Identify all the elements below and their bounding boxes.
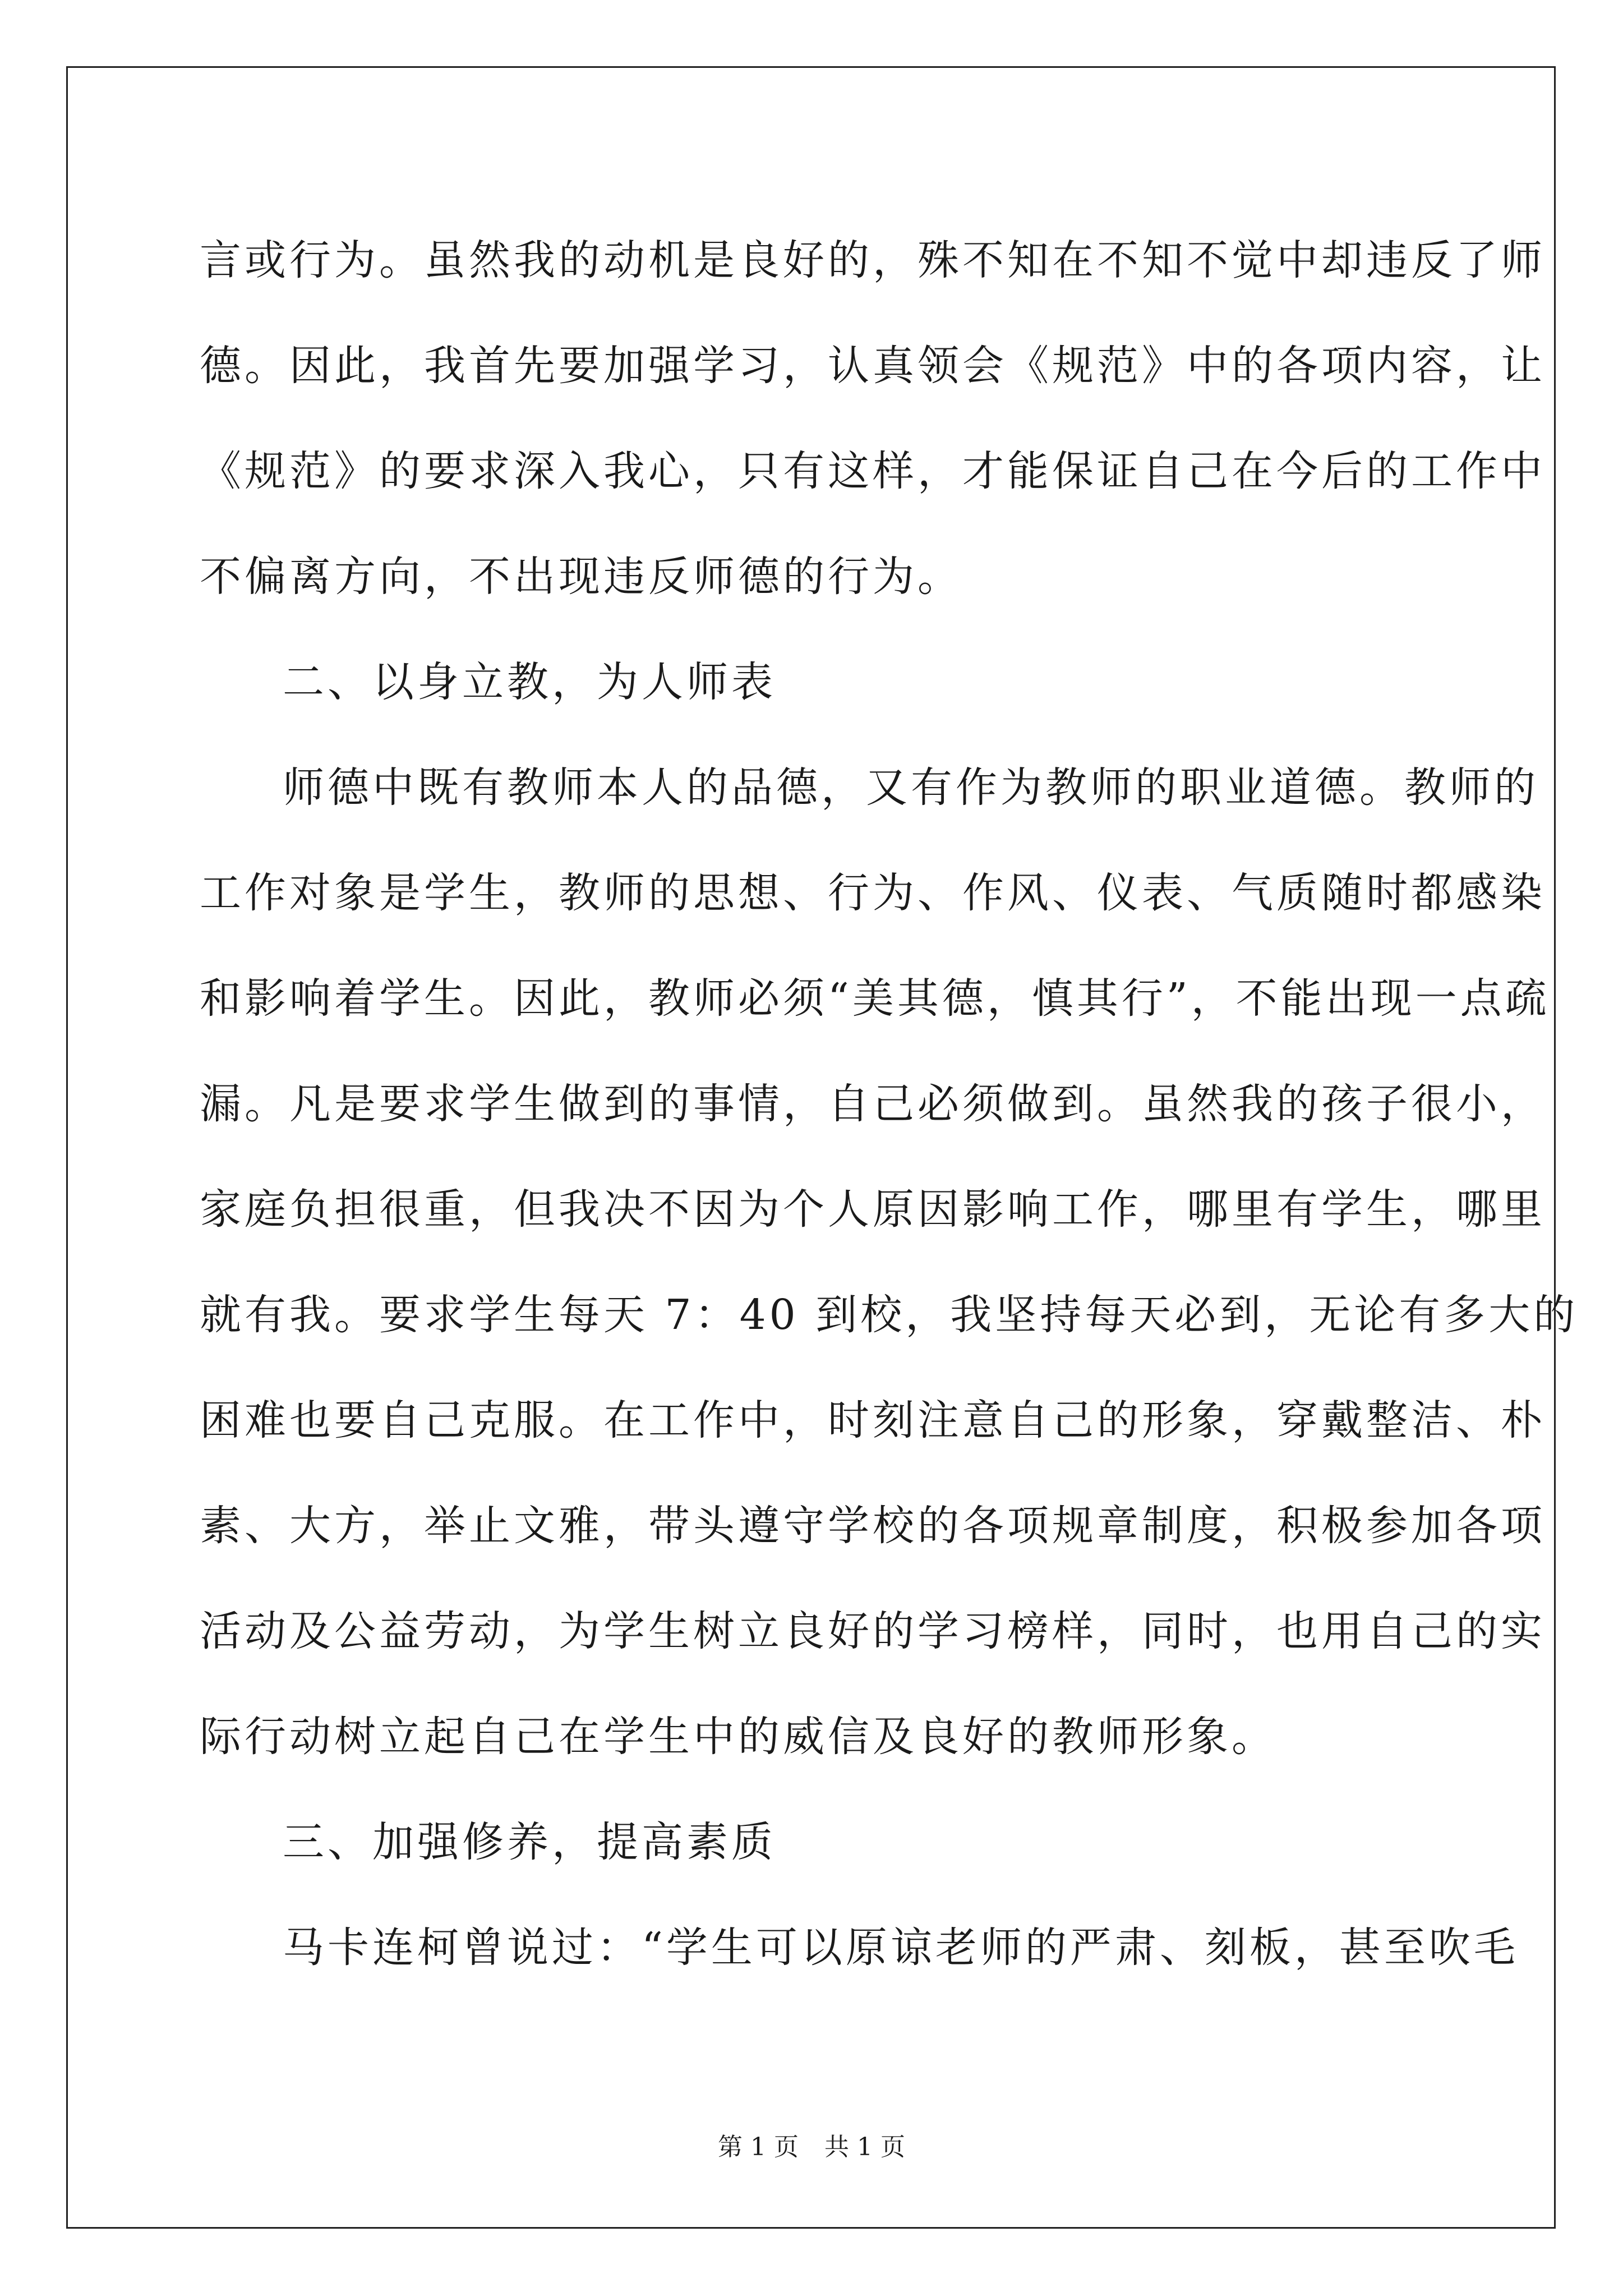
text-line: 德。因此，我首先要加强学习，认真领会《规范》中的各项内容，让	[200, 342, 1546, 390]
text-line: 不偏离方向，不出现违反师德的行为。	[200, 553, 962, 601]
text-line: 素、大方，举止文雅，带头遵守学校的各项规章制度，积极参加各项	[200, 1502, 1546, 1550]
text-line: 就有我。要求学生每天 7：40 到校，我坚持每天必到，无论有多大的	[200, 1291, 1579, 1339]
document-body	[200, 208, 1579, 2000]
page-footer	[0, 2131, 1623, 2164]
text-line: 《规范》的要求深入我心，只有这样，才能保证自己在今后的工作中	[200, 447, 1546, 495]
text-line: 言或行为。虽然我的动机是良好的，殊不知在不知不觉中却违反了师	[200, 236, 1546, 284]
text-line: 漏。凡是要求学生做到的事情，自己必须做到。虽然我的孩子很小，	[200, 1080, 1546, 1128]
text-line: 和影响着学生。因此，教师必须“美其德，慎其行”，不能出现一点疏	[200, 974, 1550, 1023]
page-total: 共 1 页	[824, 2133, 905, 2161]
page-number: 第 1 页	[718, 2133, 799, 2161]
text-line: 三、加强修养，提高素质	[283, 1818, 776, 1866]
text-line: 困难也要自己克服。在工作中，时刻注意自己的形象，穿戴整洁、朴	[200, 1396, 1546, 1444]
text-line: 活动及公益劳动，为学生树立良好的学习榜样，同时，也用自己的实	[200, 1607, 1546, 1655]
text-line: 家庭负担很重，但我决不因为个人原因影响工作，哪里有学生，哪里	[200, 1185, 1546, 1234]
text-line: 师德中既有教师本人的品德，又有作为教师的职业道德。教师的	[283, 763, 1539, 812]
text-line: 工作对象是学生，教师的思想、行为、作风、仪表、气质随时都感染	[200, 869, 1546, 917]
text-line: 二、以身立教，为人师表	[283, 658, 776, 706]
text-line: 马卡连柯曾说过：“学生可以原谅老师的严肃、刻板，甚至吹毛	[283, 1924, 1519, 1972]
text-line: 际行动树立起自己在学生中的威信及良好的教师形象。	[200, 1713, 1276, 1761]
